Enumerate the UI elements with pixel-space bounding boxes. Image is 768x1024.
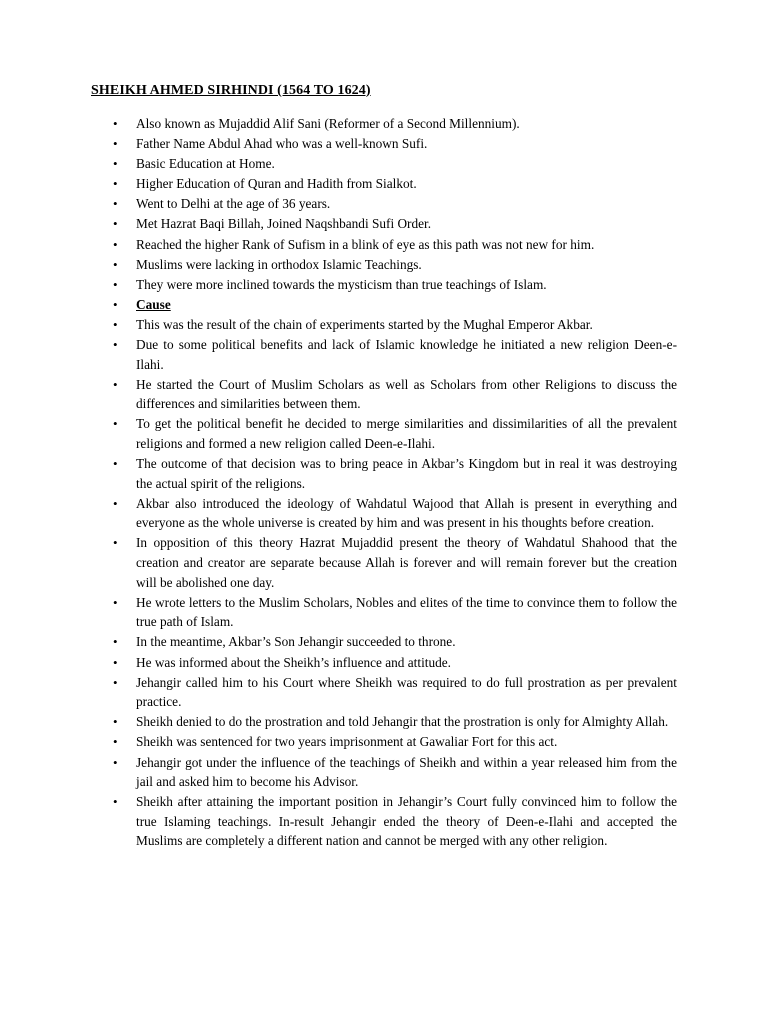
list-item: [0, 494, 677, 533]
bullet-icon: •: [113, 754, 118, 770]
bullet-icon: •: [113, 156, 118, 172]
list-item-text: Sheikh denied to do the prostration and told Jehangir that the prostration is only for Almighty Allah.: [136, 714, 669, 730]
list-item-text: Basic Education at Home.: [136, 156, 275, 172]
list-item: [0, 454, 677, 493]
list-item: [0, 134, 677, 154]
bullet-icon: •: [113, 136, 118, 152]
section-heading-item: [0, 295, 677, 315]
list-item-text: Sheikh after attaining the important position in Jehangir’s Court fully convinced him to follow the true Islaming teachings. In-result Jehangir ended the theory of Deen-e-Ilahi and accepted the Muslims are completely a different nation and cannot be merged with any other religion.: [136, 794, 677, 849]
list-item: [0, 174, 677, 194]
list-item: [0, 414, 677, 453]
list-item: [0, 315, 677, 335]
list-item: [0, 154, 677, 174]
list-item: [0, 194, 677, 214]
bullet-icon: •: [113, 337, 118, 353]
list-item-text: Met Hazrat Baqi Billah, Joined Naqshbandi Sufi Order.: [136, 216, 432, 232]
list-item: [0, 114, 677, 134]
bullet-icon: •: [113, 276, 118, 292]
list-item-text: The outcome of that decision was to bring peace in Akbar’s Kingdom but in real it was destroying the actual spirit of the religions.: [136, 456, 677, 491]
document-title: SHEIKH AHMED SIRHINDI (1564 TO 1624): [91, 83, 371, 98]
list-item-text: Reached the higher Rank of Sufism in a blink of eye as this path was not new for him.: [136, 236, 595, 252]
bullet-icon: •: [113, 236, 118, 252]
bullet-icon: •: [113, 594, 118, 610]
bullet-icon: •: [113, 216, 118, 232]
list-item-text: Sheikh was sentenced for two years imprisonment at Gawaliar Fort for this act.: [136, 734, 558, 750]
bullet-icon: •: [113, 794, 118, 810]
list-item-text: Also known as Mujaddid Alif Sani (Reformer of a Second Millennium).: [136, 116, 520, 131]
bullet-icon: •: [113, 116, 118, 131]
list-item-text: Muslims were lacking in orthodox Islamic Teachings.: [136, 256, 422, 272]
list-item: [0, 275, 677, 295]
list-item-text: This was the result of the chain of experiments started by the Mughal Emperor Akbar.: [136, 316, 593, 332]
bullet-icon: •: [113, 654, 118, 670]
list-item-text: He wrote letters to the Muslim Scholars, Nobles and elites of the time to convince them to follow the true path of Islam.: [136, 594, 677, 630]
bullet-icon: •: [113, 734, 118, 750]
bullet-icon: •: [113, 535, 118, 551]
list-item: [0, 753, 677, 792]
list-item-text: Higher Education of Quran and Hadith from Sialkot.: [136, 176, 417, 192]
list-item: [0, 255, 677, 275]
bullet-icon: •: [113, 495, 118, 511]
list-item: [0, 235, 677, 255]
list-item: [0, 214, 677, 234]
bullet-icon: •: [113, 416, 118, 432]
list-item: [0, 712, 677, 732]
list-item: [0, 653, 677, 673]
list-item-text: Jehangir called him to his Court where Sheikh was required to do full prostration as per prevalent practice.: [136, 674, 677, 710]
list-item: [0, 732, 677, 752]
list-item: [0, 335, 677, 374]
list-item: [0, 632, 677, 652]
list-item-text: Due to some political benefits and lack of Islamic knowledge he initiated a new religion Deen-e-Ilahi.: [136, 337, 677, 372]
list-item: [0, 792, 677, 851]
list-item: [0, 593, 677, 632]
list-item-text: They were more inclined towards the mysticism than true teachings of Islam.: [136, 276, 547, 292]
bullet-icon: •: [113, 296, 118, 312]
list-item-text: Akbar also introduced the ideology of Wahdatul Wajood that Allah is present in everything and everyone as the whole universe is created by him and was present in his thoughts before creation.: [136, 495, 677, 531]
list-item-text: To get the political benefit he decided to merge similarities and dissimilarities of all the prevalent religions and formed a new religion called Deen-e-Ilahi.: [136, 416, 677, 451]
bullet-icon: •: [113, 256, 118, 272]
list-item: [0, 673, 677, 712]
list-item-text: He was informed about the Sheikh’s influence and attitude.: [136, 654, 451, 670]
bullet-icon: •: [113, 316, 118, 332]
list-item-text: Jehangir got under the influence of the teachings of Sheikh and within a year released him from the jail and asked him to become his Advisor.: [136, 754, 677, 790]
bullet-icon: •: [113, 714, 118, 730]
list-item-text: In the meantime, Akbar’s Son Jehangir succeeded to throne.: [136, 634, 456, 650]
list-item-text: He started the Court of Muslim Scholars as well as Scholars from other Religions to discuss the differences and similarities between them.: [136, 376, 677, 412]
list-item-text: Went to Delhi at the age of 36 years.: [136, 196, 331, 212]
list-item-text: Father Name Abdul Ahad who was a well-known Sufi.: [136, 136, 428, 152]
bullet-list: [0, 114, 768, 851]
list-item: [0, 375, 677, 414]
bullet-icon: •: [113, 456, 118, 472]
list-item: [0, 533, 677, 592]
bullet-icon: •: [113, 674, 118, 690]
bullet-icon: •: [113, 176, 118, 192]
bullet-icon: •: [113, 196, 118, 212]
cause-heading: Cause: [136, 296, 171, 312]
list-item-text: In opposition of this theory Hazrat Mujaddid present the theory of Wahdatul Shahood that the creation and creator are separate because Allah is forever and will remain forever but the creation will be abolished one day.: [136, 535, 677, 590]
bullet-icon: •: [113, 634, 118, 650]
bullet-icon: •: [113, 376, 118, 392]
